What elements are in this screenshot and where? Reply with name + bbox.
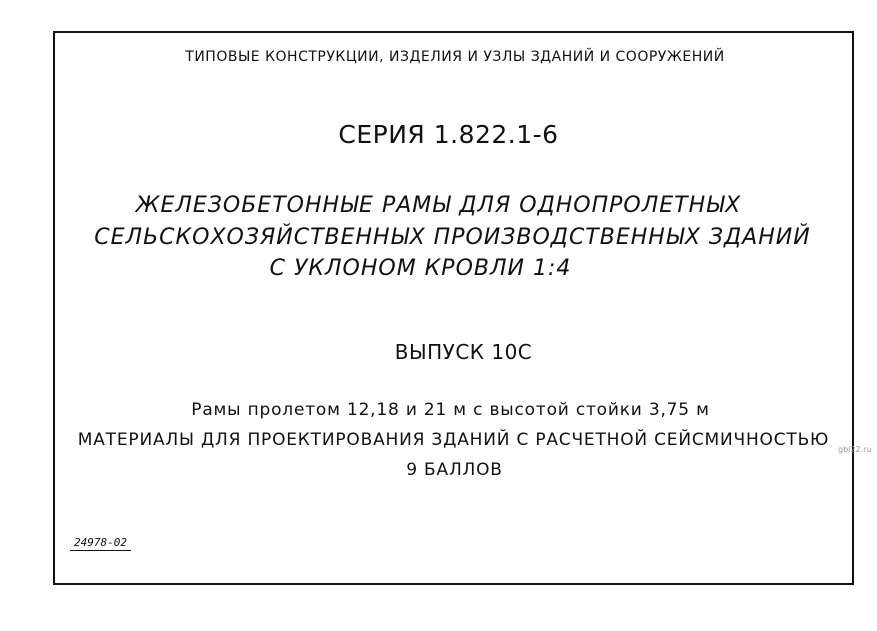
document-number: 24978-02 <box>70 536 131 551</box>
description-line-1: Рамы пролетом 12,18 и 21 м с высотой стойки 3,75 м <box>191 400 710 420</box>
document-header: ТИПОВЫЕ КОНСТРУКЦИИ, ИЗДЕЛИЯ И УЗЛЫ ЗДАНИЙ И СООРУЖЕНИЙ <box>185 49 725 65</box>
title-line-3: С УКЛОНОМ КРОВЛИ 1:4 <box>269 256 572 281</box>
description-line-3: 9 БАЛЛОВ <box>406 460 503 480</box>
series-number: СЕРИЯ 1.822.1-6 <box>338 120 559 149</box>
title-line-2: СЕЛЬСКОХОЗЯЙСТВЕННЫХ ПРОИЗВОДСТВЕННЫХ ЗДАНИЙ <box>94 225 811 250</box>
watermark: gbi22.ru <box>838 445 872 454</box>
title-line-1: ЖЕЛЕЗОБЕТОННЫЕ РАМЫ ДЛЯ ОДНОПРОЛЕТНЫХ <box>135 193 742 218</box>
description-line-2: МАТЕРИАЛЫ ДЛЯ ПРОЕКТИРОВАНИЯ ЗДАНИЙ С РАСЧЕТНОЙ СЕЙСМИЧНОСТЬЮ <box>77 430 830 450</box>
issue-number: ВЫПУСК 10С <box>394 340 533 364</box>
sheet-frame <box>53 31 854 585</box>
